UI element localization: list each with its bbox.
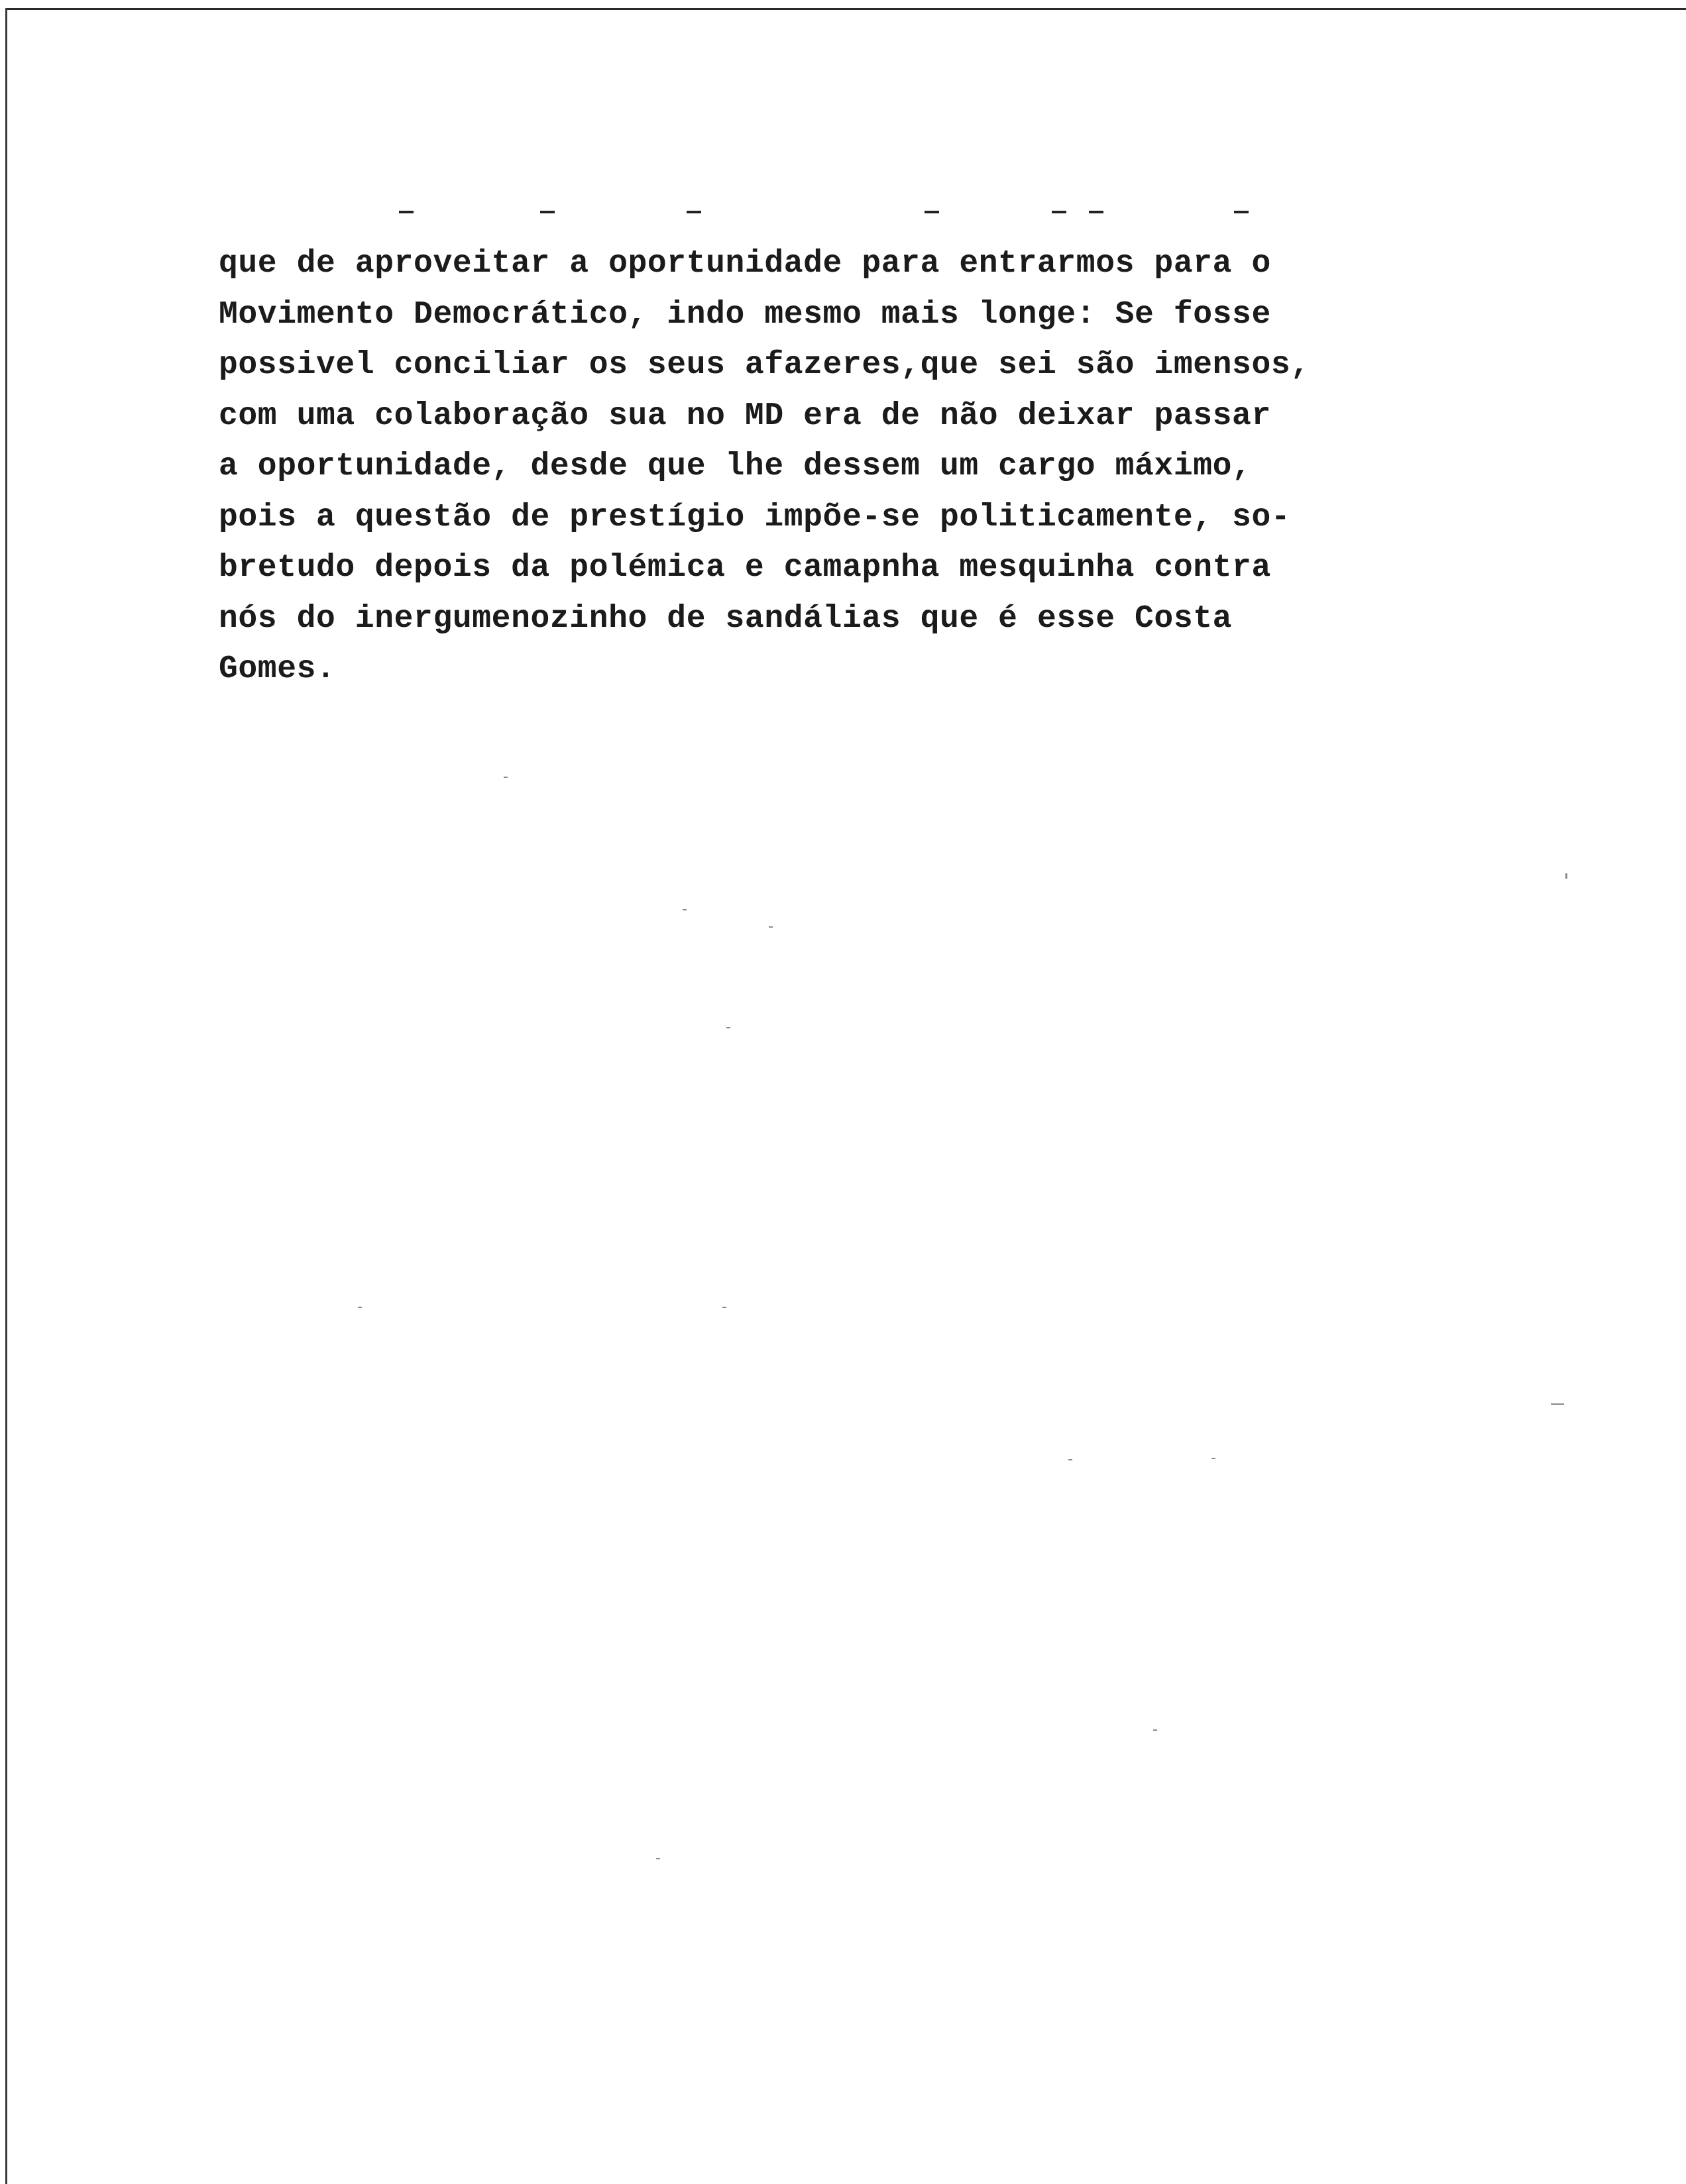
scan-speck bbox=[726, 1027, 730, 1028]
text-line: possivel conciliar os seus afazeres,que sei são imensos, bbox=[219, 347, 1310, 383]
text-line: Gomes. bbox=[219, 651, 336, 687]
scan-speck bbox=[1153, 1729, 1157, 1731]
typed-dash-marks bbox=[0, 199, 1686, 225]
text-line: pois a questão de prestígio impõe-se politicamente, so- bbox=[219, 499, 1291, 535]
dash-mark bbox=[925, 211, 939, 213]
text-line: Movimento Democrático, indo mesmo mais longe: Se fosse bbox=[219, 296, 1271, 333]
scan-speck bbox=[1565, 873, 1567, 879]
text-line: com uma colaboração sua no MD era de não deixar passar bbox=[219, 398, 1271, 434]
dash-mark bbox=[1052, 211, 1066, 213]
scan-speck bbox=[1068, 1459, 1072, 1460]
text-line: a oportunidade, desde que lhe dessem um cargo máximo, bbox=[219, 449, 1252, 484]
dash-mark bbox=[540, 211, 555, 213]
dash-mark bbox=[687, 211, 701, 213]
scan-speck bbox=[722, 1307, 726, 1308]
scan-speck bbox=[656, 1858, 660, 1859]
scan-speck bbox=[1211, 1458, 1215, 1459]
scan-speck bbox=[769, 926, 773, 928]
text-line: bretudo depois da polémica e camapnha mesquinha contra bbox=[219, 550, 1271, 586]
dash-mark bbox=[399, 211, 414, 213]
scan-speck bbox=[683, 909, 687, 910]
text-line: que de aproveitar a oportunidade para entrarmos para o bbox=[219, 246, 1271, 282]
page-edge-top bbox=[5, 8, 1686, 10]
scan-speck bbox=[1551, 1403, 1564, 1405]
scan-speck bbox=[358, 1307, 362, 1308]
page-edge-left bbox=[5, 8, 7, 2184]
text-line: nós do inergumenozinho de sandálias que é esse Costa bbox=[219, 600, 1233, 637]
dash-mark bbox=[1089, 211, 1103, 213]
scan-speck bbox=[504, 777, 508, 778]
typed-paragraph bbox=[219, 239, 1610, 695]
dash-mark bbox=[1234, 211, 1249, 213]
